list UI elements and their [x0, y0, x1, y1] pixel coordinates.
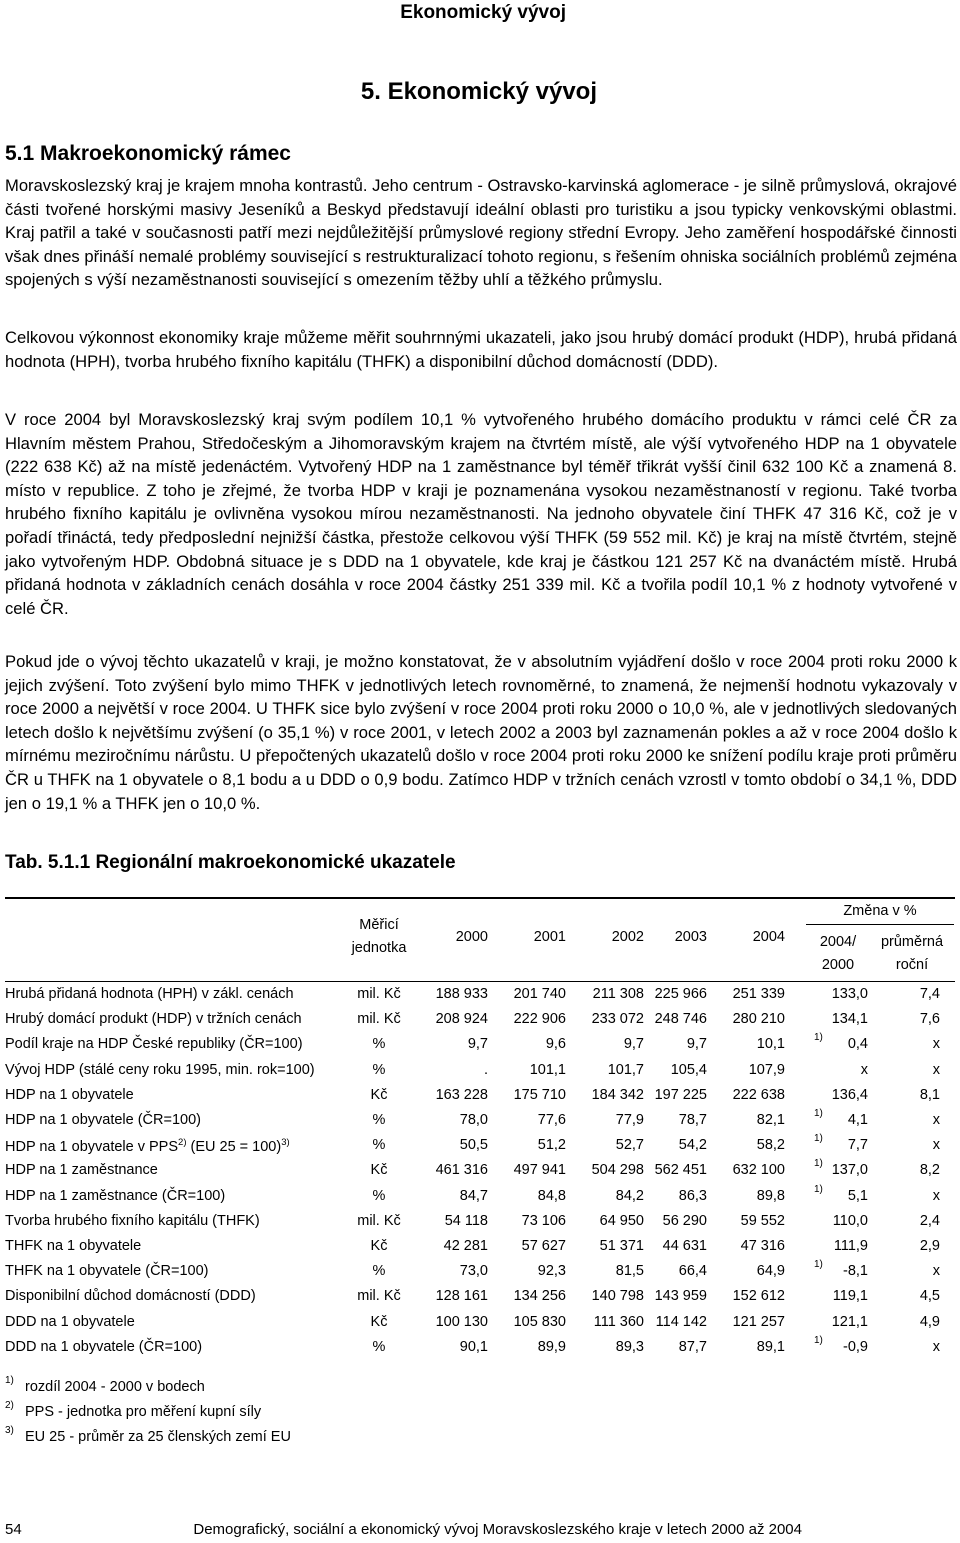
row-label-text: Hrubá přidaná hodnota (HPH) v zákl. cenách [5, 986, 294, 1002]
row-label [5, 1137, 290, 1155]
value-2001: 101,1 [529, 1062, 566, 1078]
avg-annual-change: x [932, 1188, 940, 1204]
row-label [5, 1188, 225, 1204]
value-2003: 44 631 [662, 1238, 707, 1254]
value-2000: 163 228 [435, 1087, 488, 1103]
value-2000: 84,7 [459, 1188, 488, 1204]
footnote-1: rozdíl 2004 - 2000 v bodech [25, 1379, 205, 1395]
label-footnote-mark: 3) [281, 1137, 290, 1148]
change-2004-2000: 119,1 [832, 1288, 868, 1304]
value-2001: 175 710 [513, 1087, 566, 1103]
change-2004-2000: -0,9 [843, 1339, 868, 1355]
value-2004: 280 210 [732, 1011, 785, 1027]
avg-annual-change: x [932, 1062, 940, 1078]
unit-cell: % [372, 1263, 386, 1279]
value-2001: 92,3 [537, 1263, 566, 1279]
change-2004-2000: 7,7 [847, 1137, 868, 1153]
value-2004: 251 339 [732, 986, 785, 1002]
row-label [5, 1213, 260, 1229]
change-footnote-mark: 1) [814, 1259, 823, 1270]
value-2000: . [483, 1062, 488, 1078]
value-2002: 140 798 [591, 1288, 644, 1304]
row-label [5, 1288, 256, 1304]
avg-annual-change: 2,9 [919, 1238, 940, 1254]
avg-annual-change: 8,2 [919, 1162, 940, 1178]
avg-annual-change: x [932, 1263, 940, 1279]
value-2001: 51,2 [537, 1137, 566, 1153]
value-2002: 84,2 [615, 1188, 644, 1204]
value-2004: 59 552 [740, 1213, 785, 1229]
publication-title: Demografický, sociální a ekonomický vývoj Moravskoslezského kraje v letech 2000 až 2004 [193, 1521, 802, 1538]
value-2001: 105 830 [513, 1314, 566, 1330]
unit-cell: % [372, 1339, 386, 1355]
value-2002: 52,7 [615, 1137, 644, 1153]
value-2002: 77,9 [615, 1112, 644, 1128]
value-2001: 497 941 [513, 1162, 566, 1178]
value-2002: 9,7 [623, 1036, 644, 1052]
value-2004: 64,9 [756, 1263, 785, 1279]
change-2004-2000: 136,4 [831, 1087, 868, 1103]
value-2000: 9,7 [467, 1036, 488, 1052]
footnote-mark-3: 3) [5, 1425, 14, 1436]
change-2004-2000-line-2: 2000 [821, 957, 855, 973]
value-2001: 57 627 [521, 1238, 566, 1254]
value-2004: 222 638 [732, 1087, 785, 1103]
year-header-2003: 2003 [674, 929, 707, 945]
row-label-text: HDP na 1 obyvatele (ČR=100) [5, 1112, 201, 1128]
avg-annual-change: 7,6 [919, 1011, 940, 1027]
unit-cell: Kč [370, 1314, 388, 1330]
year-header-2000: 2000 [455, 929, 488, 945]
year-header-2001: 2001 [533, 929, 566, 945]
avg-annual-change: 2,4 [919, 1213, 940, 1229]
value-2004: 47 316 [740, 1238, 785, 1254]
value-2004: 632 100 [732, 1162, 785, 1178]
unit-cell: Kč [370, 1238, 388, 1254]
row-label-text: Tvorba hrubého fixního kapitálu (THFK) [5, 1213, 260, 1229]
value-2001: 222 906 [513, 1011, 566, 1027]
avg-annual-line-2: roční [895, 957, 929, 973]
row-label [5, 1036, 303, 1052]
row-label [5, 1263, 209, 1279]
year-header-2002: 2002 [611, 929, 644, 945]
change-2004-2000: 0,4 [847, 1036, 868, 1052]
paragraph-4: Pokud jde o vývoj těchto ukazatelů v kraji, je možno konstatovat, že v absolutním vyjádření došlo v roce 2004 proti roku 2000 k jejich zvýšení. Toto zvýšení bylo mimo THFK v jednotlivých letech rovnoměrné, to znamená, že nejmenší hodnotu vykazovaly v roce 2000 a největší v roce 2004. U THFK sice bylo zvýšení v roce 2004 proti roku 2000 o 10,0 %, ale v jednotlivých sledovaných letech došlo k největšímu zvýšení (o 35,1 %) v roce 2001, v letech 2002 a 2003 byl zaznamenán pokles a až v roce 2004 došlo k mírnému meziročnímu nárůstu. U přepočtených ukazatelů došlo v roce 2004 proti roku 2000 ke snížení podílu kraje proti průměru ČR u THFK na 1 obyvatele o 8,1 bodu a u DDD o 0,9 bodu. Zatímco HDP v tržních cenách vzrostl v tomto období o 34,1 %, DDD jen o 19,1 % a THFK jen o 10,0 %. [5, 652, 957, 813]
value-2002: 101,7 [607, 1062, 644, 1078]
change-footnote-mark: 1) [814, 1133, 823, 1144]
value-2000: 54 118 [444, 1213, 488, 1229]
value-2003: 66,4 [678, 1263, 707, 1279]
row-label-tail: (EU 25 = 100) [186, 1139, 282, 1155]
row-label-text: Hrubý domácí produkt (HDP) v tržních cenách [5, 1011, 302, 1027]
row-label [5, 1112, 201, 1128]
value-2000: 100 130 [435, 1314, 488, 1330]
value-2001: 201 740 [513, 986, 566, 1002]
value-2000: 461 316 [435, 1162, 488, 1178]
row-label [5, 1162, 158, 1178]
value-2003: 114 142 [655, 1314, 707, 1330]
value-2001: 73 106 [521, 1213, 566, 1229]
unit-cell: % [372, 1188, 386, 1204]
change-footnote-mark: 1) [814, 1032, 823, 1043]
row-label-text: Vývoj HDP (stálé ceny roku 1995, min. rok=100) [5, 1062, 315, 1078]
unit-cell: mil. Kč [357, 1288, 401, 1304]
value-2002: 184 342 [591, 1087, 644, 1103]
row-label-text: DDD na 1 obyvatele [5, 1314, 135, 1330]
row-label-text: Podíl kraje na HDP České republiky (ČR=100) [5, 1036, 303, 1052]
row-label-text: THFK na 1 obyvatele (ČR=100) [5, 1263, 209, 1279]
value-2000: 73,0 [459, 1263, 488, 1279]
table-top-rule [5, 897, 955, 899]
footnote-mark-2: 2) [5, 1400, 14, 1411]
value-2002: 504 298 [591, 1162, 644, 1178]
unit-cell: mil. Kč [357, 1213, 401, 1229]
avg-annual-change: x [932, 1339, 940, 1355]
value-2003: 248 746 [654, 1011, 707, 1027]
value-2002: 89,3 [615, 1339, 644, 1355]
change-footnote-mark: 1) [814, 1158, 823, 1169]
footnote-mark-1: 1) [5, 1375, 14, 1386]
unit-header-line-2: jednotka [351, 940, 407, 956]
row-label [5, 986, 294, 1002]
unit-cell: % [372, 1062, 386, 1078]
unit-cell: % [372, 1137, 386, 1153]
value-2004: 107,9 [748, 1062, 785, 1078]
label-footnote-mark: 2) [178, 1137, 187, 1148]
change-2004-2000: 133,0 [831, 986, 868, 1002]
row-label-text: HDP na 1 obyvatele v PPS [5, 1139, 179, 1155]
value-2003: 56 290 [662, 1213, 707, 1229]
value-2000: 50,5 [459, 1137, 488, 1153]
row-label-text: Disponibilní důchod domácností (DDD) [5, 1288, 256, 1304]
value-2001: 77,6 [537, 1112, 566, 1128]
value-2003: 54,2 [678, 1137, 707, 1153]
paragraph-1: Moravskoslezský kraj je krajem mnoha kontrastů. Jeho centrum - Ostravsko-karvinská aglomerace - je silně průmyslová, okrajové části tvořené horskými masivy Jeseníků a Beskyd představují ideální oblasti pro turistiku a jsou typicky venkovskými oblastmi. Kraj patřil a také v současnosti patří mezi nejdůležitější průmyslové regiony střední Evropy. Jeho zaměření hospodářské činnosti však dnes přináší nemalé problémy související s restrukturalizací tohoto regionu, s řešením ohniska sociálních problémů zejména spojených s výší nezaměstnanosti související s omezením těžby uhlí a těžkého průmyslu. [5, 176, 957, 290]
footnote-2: PPS - jednotka pro měření kupní síly [25, 1404, 262, 1420]
row-label [5, 1238, 141, 1254]
value-2003: 105,4 [670, 1062, 707, 1078]
row-label-text: DDD na 1 obyvatele (ČR=100) [5, 1339, 203, 1355]
value-2004: 82,1 [756, 1112, 785, 1128]
value-2000: 128 161 [435, 1288, 488, 1304]
value-2001: 134 256 [513, 1288, 566, 1304]
avg-annual-change: 4,9 [919, 1314, 940, 1330]
value-2003: 197 225 [654, 1087, 707, 1103]
row-label [5, 1314, 135, 1330]
change-header: Změna v % [843, 903, 917, 919]
value-2002: 211 308 [592, 986, 644, 1002]
change-2004-2000: -8,1 [843, 1263, 868, 1279]
avg-annual-change: 7,4 [919, 986, 940, 1002]
value-2002: 233 072 [591, 1011, 644, 1027]
unit-header-line-1: Měřicí [359, 917, 399, 933]
value-2000: 208 924 [435, 1011, 488, 1027]
avg-annual-change: x [932, 1137, 940, 1153]
unit-cell: Kč [370, 1087, 388, 1103]
row-label [5, 1339, 202, 1355]
row-label-text: HDP na 1 zaměstnance (ČR=100) [5, 1188, 226, 1204]
change-2004-2000: 134,1 [831, 1011, 868, 1027]
value-2003: 87,7 [678, 1339, 707, 1355]
year-header-2004: 2004 [752, 929, 785, 945]
row-label-text: HDP na 1 obyvatele [5, 1087, 134, 1103]
avg-annual-change: 8,1 [919, 1087, 940, 1103]
change-header-rule [806, 924, 954, 925]
page-number: 54 [5, 1521, 22, 1538]
value-2003: 225 966 [654, 986, 707, 1002]
value-2004: 121 257 [732, 1314, 785, 1330]
change-2004-2000: 137,0 [831, 1162, 868, 1178]
change-footnote-mark: 1) [814, 1108, 823, 1119]
row-label-text: HDP na 1 zaměstnance [5, 1162, 158, 1178]
section-title: 5.1 Makroekonomický rámec [5, 142, 291, 165]
avg-annual-line-1: průměrná [880, 934, 944, 950]
row-label [5, 1011, 302, 1027]
change-2004-2000: x [860, 1062, 868, 1078]
running-header: Ekonomický vývoj [400, 2, 566, 23]
value-2002: 111 360 [593, 1314, 644, 1330]
row-label [5, 1087, 134, 1103]
row-label [5, 1062, 315, 1078]
table-header-rule [5, 981, 955, 982]
paragraph-2: Celkovou výkonnost ekonomiky kraje můžeme měřit souhrnnými ukazateli, jako jsou hrubý domácí produkt (HDP), hrubá přidaná hodnota (HPH), tvorba hrubého fixního kapitálu (THFK) a disponibilní důchod domácností (DDD). [5, 328, 957, 371]
value-2000: 188 933 [435, 986, 488, 1002]
footnote-3: EU 25 - průměr za 25 členských zemí EU [25, 1429, 291, 1445]
value-2002: 51 371 [599, 1238, 644, 1254]
value-2003: 86,3 [678, 1188, 707, 1204]
value-2003: 78,7 [678, 1112, 707, 1128]
chapter-title: 5. Ekonomický vývoj [360, 78, 597, 105]
value-2001: 9,6 [545, 1036, 566, 1052]
change-2004-2000: 121,1 [831, 1314, 868, 1330]
change-footnote-mark: 1) [814, 1335, 823, 1346]
avg-annual-change: 4,5 [919, 1288, 940, 1304]
value-2004: 89,1 [756, 1339, 785, 1355]
value-2002: 64 950 [599, 1213, 644, 1229]
value-2004: 152 612 [732, 1288, 785, 1304]
unit-cell: Kč [370, 1162, 388, 1178]
change-footnote-mark: 1) [814, 1184, 823, 1195]
value-2004: 10,1 [756, 1036, 785, 1052]
value-2000: 42 281 [443, 1238, 488, 1254]
unit-cell: mil. Kč [357, 986, 401, 1002]
change-2004-2000: 5,1 [847, 1188, 868, 1204]
value-2000: 78,0 [459, 1112, 488, 1128]
value-2003: 562 451 [654, 1162, 707, 1178]
value-2004: 58,2 [756, 1137, 785, 1153]
value-2003: 143 959 [654, 1288, 707, 1304]
value-2000: 90,1 [459, 1339, 488, 1355]
change-2004-2000: 110,0 [832, 1213, 868, 1229]
row-label-text: THFK na 1 obyvatele [5, 1238, 142, 1254]
unit-cell: % [372, 1036, 386, 1052]
change-2004-2000: 111,9 [833, 1238, 868, 1254]
unit-cell: mil. Kč [357, 1011, 401, 1027]
value-2003: 9,7 [686, 1036, 707, 1052]
change-2004-2000-line-1: 2004/ [819, 934, 857, 950]
table-title: Tab. 5.1.1 Regionální makroekonomické ukazatele [5, 852, 456, 873]
paragraph-3: V roce 2004 byl Moravskoslezský kraj svým podílem 10,1 % vytvořeného hrubého domácího produktu v rámci celé ČR za Hlavním městem Prahou, Středočeským a Jihomoravským krajem na čtvrtém místě, ale výší vytvořeného HDP na 1 obyvatele (222 638 Kč) až na místě jedenáctém. Vytvořený HDP na 1 zaměstnance byl téměř třikrát vyšší činil 632 100 Kč a znamená 8. místo v republice. Z toho je zřejmé, že tvorba HDP v kraji je poznamenána vysokou nezaměstnaností v regionu. Také tvorba hrubého fixního kapitálu je ovlivněna vysokou mírou nezaměstnanosti. Na jednoho obyvatele činí THFK 47 316 Kč, což je v pořadí třináctá, tedy předposlední nejnižší částka, přestože celkovou výší THFK (59 552 mil. Kč) je kraj na místě čtvrtém, stejně jako vytvořeným HDP. Obdobná situace je s DDD na 1 obyvatele, kde kraj je částkou 121 257 Kč na dvanáctém místě. Hrubá přidaná hodnota v základních cenách dosáhla v roce 2004 částky 251 339 mil. Kč a tvořila podíl 10,1 % z hodnoty vytvořené v celé ČR. [5, 410, 957, 618]
change-2004-2000: 4,1 [847, 1112, 868, 1128]
value-2002: 81,5 [615, 1263, 644, 1279]
avg-annual-change: x [932, 1112, 940, 1128]
value-2001: 89,9 [537, 1339, 566, 1355]
unit-cell: % [372, 1112, 386, 1128]
value-2004: 89,8 [756, 1188, 785, 1204]
avg-annual-change: x [932, 1036, 940, 1052]
value-2001: 84,8 [537, 1188, 566, 1204]
